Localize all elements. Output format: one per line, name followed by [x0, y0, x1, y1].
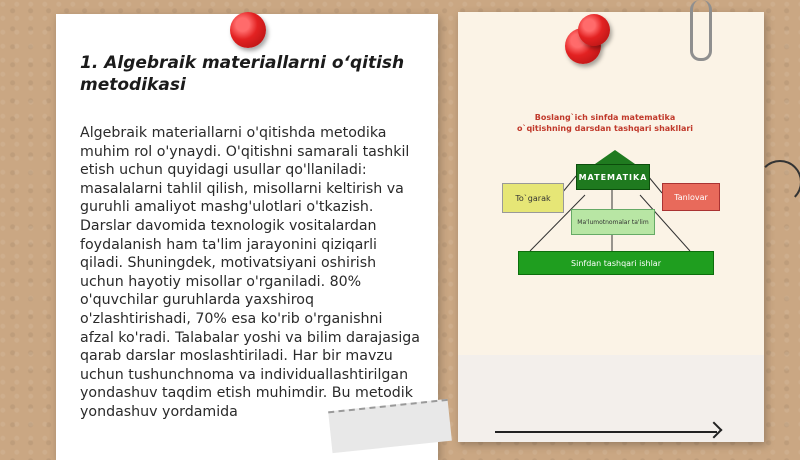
diagram-center-box: MATEMATIKA	[576, 164, 650, 190]
curl-decoration-icon	[758, 160, 800, 204]
diagram-title-line-2: o`qitishning darsdan tashqari shakllari	[516, 124, 694, 133]
card-body-text: Algebraik materiallarni o'qitishda metodika muhim rol o'ynaydi. O'qitishni samarali tashkil etish uchun quyidagi usullar qo'llaniladi: masalalarni tahlil qilish, misollarni keltirish va guruhli amaliyot mashg'ulotlari o'tkazish. Darslar davomida texnologik vositalardan foydalanish ham ta'lim jarayonini qiziqarli qiladi. Shuningdek, motivatsiyani oshirish uchun hayotiy misollar o'rganiladi. 80% o'quvchilar guruhlarda yaxshiroq o'zlashtirishadi, 70% esa ko'rib o'rganishni afzal ko'radi. Talabalar yoshi va bilim darajasiga qarab darslar moslashtiriladi. Har bir mavzu uchun tushunchnoma va individuallashtirilgan yondashuv taqdim etish muhimdir. Bu metodik yondashuv yordamida	[80, 125, 420, 420]
diagram-roof-icon	[595, 150, 635, 164]
diagram-left-box: To`garak	[502, 183, 564, 213]
arrow-right-icon	[495, 431, 717, 433]
diagram-title-line-1: Boslang`ich sinfda matematika	[534, 113, 676, 122]
diagram-middle-box: Ma'lumotnomalar ta'lim	[571, 209, 655, 235]
diagram-right-box: Tanlovar	[662, 183, 720, 211]
diagram-bottom-box: Sinfdan tashqari ishlar	[518, 251, 714, 275]
card-title: 1. Algebraik materiallarni o‘qitish metodikasi	[80, 53, 405, 95]
